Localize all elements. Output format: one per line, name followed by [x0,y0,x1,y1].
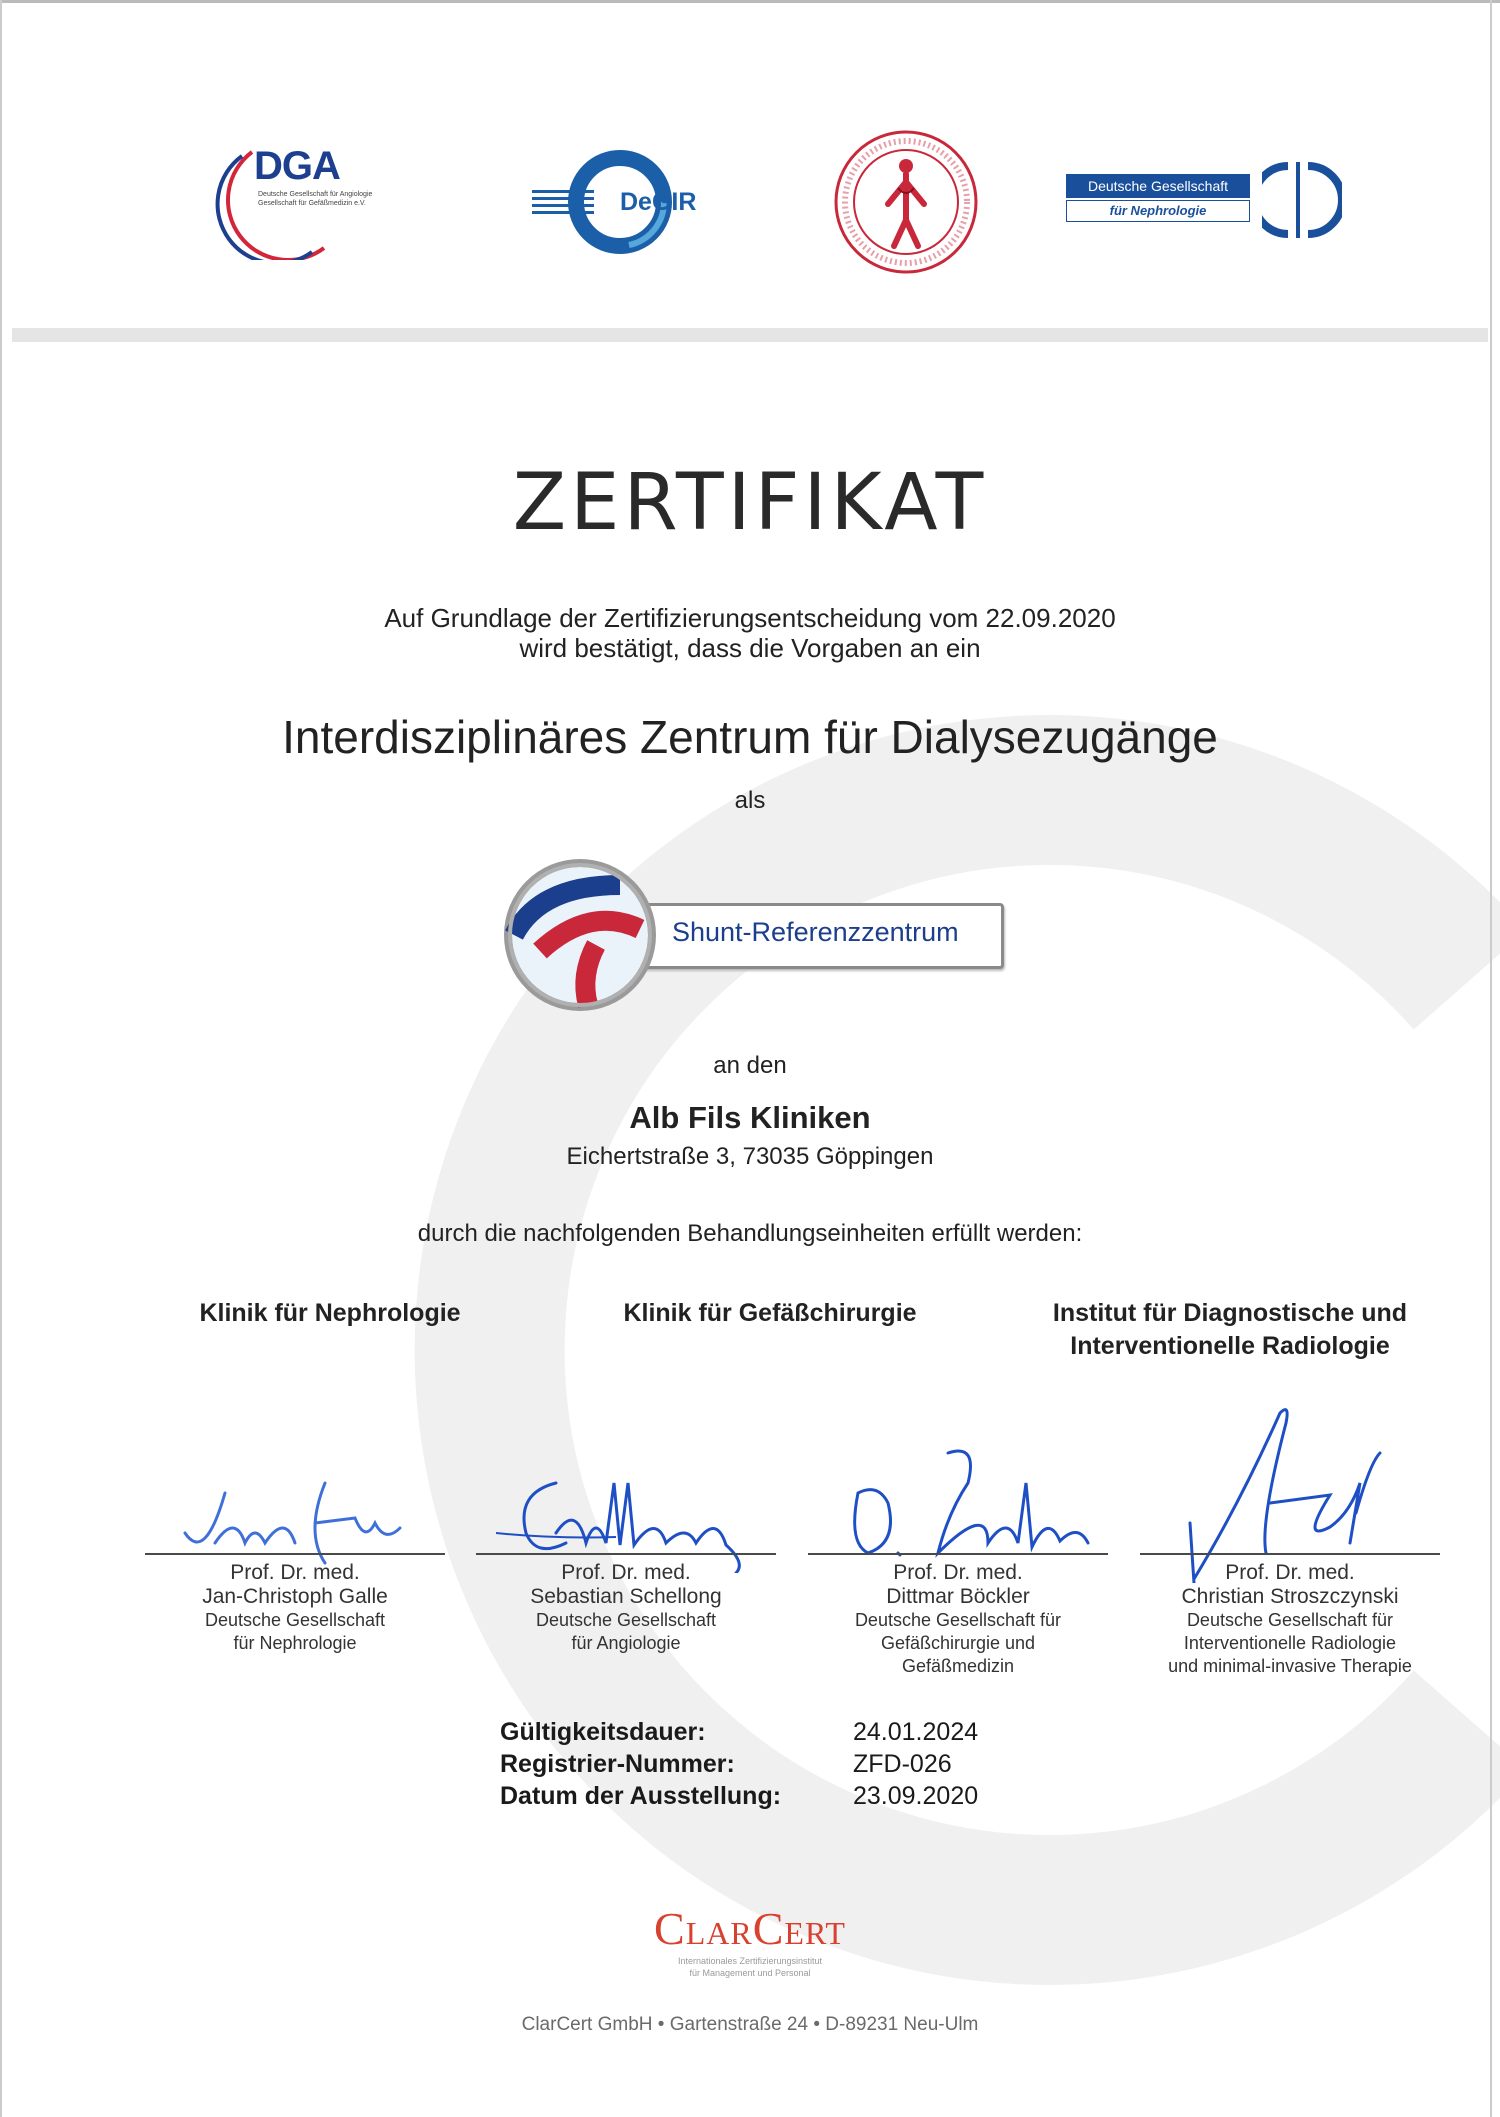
signatory-1-aff2: für Nephrologie [233,1633,357,1653]
shunt-badge-label: Shunt-Referenzzentrum [672,917,959,947]
scan-border-top [0,0,1500,3]
intro-line-2: wird bestätigt, dass die Vorgaben an ein [519,633,981,663]
dgfn-logo [1066,160,1346,240]
registration-label: Registrier-Nummer: [500,1750,735,1778]
signatory-4-name: Christian Stroszczynski [1181,1585,1399,1608]
validity-row [500,1716,978,1748]
signatory-2-aff2: für Angiologie [571,1633,681,1653]
signatory-4-aff3: und minimal-invasive Therapie [1168,1656,1412,1676]
an-den-text: an den [713,1052,787,1079]
unit-radiology-line1: Institut für Diagnostische und [1052,1299,1408,1327]
registration-row [500,1748,978,1780]
dgg-seal [832,128,980,276]
signature-line-4 [1140,1553,1440,1555]
handwritten-signature-schellong [496,1473,766,1573]
clarcert-name: ClarCert [654,1903,846,1954]
signatory-3-title: Prof. Dr. med. [893,1561,1023,1584]
nephrology-bracket-icon [1262,160,1342,240]
signatory-2-aff1: Deutsche Gesellschaft [535,1610,717,1630]
anatomy-seal-icon [832,128,980,276]
footer-address: ClarCert GmbH • Gartenstraße 24 • D-89231 Neu-Ulm [521,2014,979,2035]
center-name: Interdisziplinäres Zentrum für Dialysezugänge [282,711,1218,763]
signature-line-3 [808,1553,1108,1555]
unit-vascular-surgery-line1: Klinik für Gefäßchirurgie [623,1299,917,1327]
signatory-3-aff1: Deutsche Gesellschaft für [854,1610,1062,1630]
dgfn-line2: für Nephrologie [1066,200,1250,222]
signatory-4-aff1: Deutsche Gesellschaft für [1186,1610,1394,1630]
dga-line1: Deutsche Gesellschaft für Angiologie [258,191,373,198]
clarcert-sub2: für Management und Personal [689,1968,811,1978]
signature-line-2 [476,1553,776,1555]
hospital-address: Eichertstraße 3, 73035 Göppingen [566,1143,934,1170]
dga-logo [212,140,452,260]
intro-line-1: Auf Grundlage der Zertifizierungsentscheidung vom 22.09.2020 [384,603,1116,633]
shunt-badge [500,855,1000,1015]
handwritten-signature-stroszczynski [1170,1403,1390,1583]
certificate-details [500,1716,978,1812]
unit-radiology-line2: Interventionelle Radiologie [1070,1332,1390,1360]
signatory-1-name: Jan-Christoph Galle [202,1585,388,1608]
issue-date-label: Datum der Ausstellung: [500,1782,782,1810]
signature-line-1 [145,1553,445,1555]
dga-line2: Gesellschaft für Gefäßmedizin e.V. [258,200,366,207]
unit-radiology [1000,1297,1460,1363]
issue-date-row [500,1780,978,1812]
degir-text: DeGIR [620,188,697,216]
unit-nephrology [150,1297,510,1330]
shunt-emblem-icon [500,855,660,1015]
signatory-3-aff3: Gefäßmedizin [901,1656,1015,1676]
signatory-1-aff1: Deutsche Gesellschaft [204,1610,386,1630]
clarcert-logo [0,1902,1500,1979]
degir-logo [532,146,712,258]
handwritten-signature-galle [175,1473,415,1573]
hospital-name: Alb Fils Kliniken [629,1100,871,1135]
unit-nephrology-line1: Klinik für Nephrologie [199,1299,461,1327]
validity-label: Gültigkeitsdauer: [500,1718,706,1746]
clarcert-sub1: Internationales Zertifizierungsinstitut [677,1956,823,1966]
validity-value: 24.01.2024 [853,1718,979,1746]
issue-date-value: 23.09.2020 [853,1782,979,1810]
dga-abbr: DGA [254,144,340,188]
registration-value: ZFD-026 [853,1750,952,1778]
signatory-4-title: Prof. Dr. med. [1225,1561,1355,1584]
signatory-2-title: Prof. Dr. med. [561,1561,691,1584]
signatory-2-name: Sebastian Schellong [530,1585,722,1608]
unit-vascular-surgery [590,1297,950,1330]
fulfilled-text: durch die nachfolgenden Behandlungseinheiten erfüllt werden: [417,1220,1083,1247]
signatory-3-name: Dittmar Böckler [886,1585,1030,1608]
signatory-4-aff2: Interventionelle Radiologie [1183,1633,1397,1653]
als-text: als [734,787,766,814]
dgfn-line1: Deutsche Gesellschaft [1066,174,1250,198]
signatory-3-aff2: Gefäßchirurgie und [880,1633,1036,1653]
header-divider [12,328,1488,342]
certificate-title: ZERTIFIKAT [512,458,988,548]
signatory-1-title: Prof. Dr. med. [230,1561,360,1584]
